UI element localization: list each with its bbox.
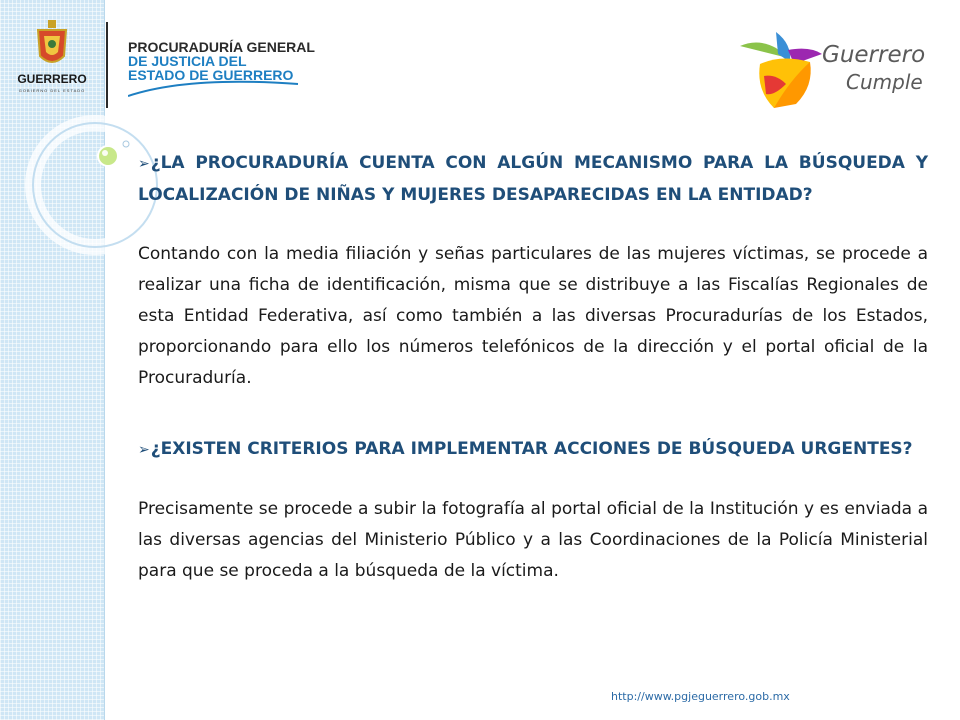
institution-line-1: PROCURADURÍA GENERAL bbox=[128, 39, 315, 55]
question-2-text: ¿EXISTEN CRITERIOS PARA IMPLEMENTAR ACCIONES DE BÚSQUEDA URGENTES? bbox=[150, 439, 913, 459]
government-logo bbox=[12, 20, 92, 110]
campaign-logo-word-2: Cumple bbox=[846, 70, 923, 94]
institution-logo bbox=[128, 40, 318, 110]
campaign-logo bbox=[730, 24, 930, 114]
state-crest-icon bbox=[34, 20, 70, 70]
institution-line-2: DE JUSTICIA DEL bbox=[128, 53, 247, 69]
government-logo-name: GUERRERO bbox=[17, 72, 87, 86]
wave-icon bbox=[128, 80, 308, 100]
header-divider bbox=[106, 22, 108, 108]
answer-1: Contando con la media filiación y señas particulares de las mujeres víctimas, se procede a realizar una ficha de identificación, misma que se distribuye a las Fiscalías Regionales de esta Entidad Federativa, así como también a las diversas Procuradurías de los Estados, proporcionando para ello los números telefónicos de la dirección y el portal oficial de la Procuraduría. bbox=[138, 244, 928, 388]
campaign-logo-word-1: Guerrero bbox=[822, 42, 926, 68]
question-1 bbox=[138, 148, 928, 211]
question-1-text: ¿LA PROCURADURÍA CUENTA CON ALGÚN MECANISMO PARA LA BÚSQUEDA Y LOCALIZACIÓN DE NIÑAS Y MUJERES DESAPARECIDAS EN LA ENTIDAD? bbox=[138, 153, 928, 205]
arrow-bullet-icon: ➢ bbox=[138, 442, 150, 458]
question-2 bbox=[138, 434, 928, 466]
institution-line-3: ESTADO DE GUERRERO bbox=[128, 67, 294, 83]
arrow-bullet-icon: ➢ bbox=[138, 156, 150, 172]
slide-content bbox=[138, 148, 928, 587]
hummingbird-logo-icon bbox=[730, 24, 826, 114]
answer-2: Precisamente se procede a subir la fotografía al portal oficial de la Institución y es enviada a las diversas agencias del Ministerio Público y a las Coordinaciones de la Policía Ministerial para que se proceda a la búsqueda de la víctima. bbox=[138, 499, 928, 581]
footer-url[interactable]: http://www.pgjeguerrero.gob.mx bbox=[611, 690, 790, 703]
government-logo-subtitle: GOBIERNO DEL ESTADO bbox=[18, 88, 86, 93]
